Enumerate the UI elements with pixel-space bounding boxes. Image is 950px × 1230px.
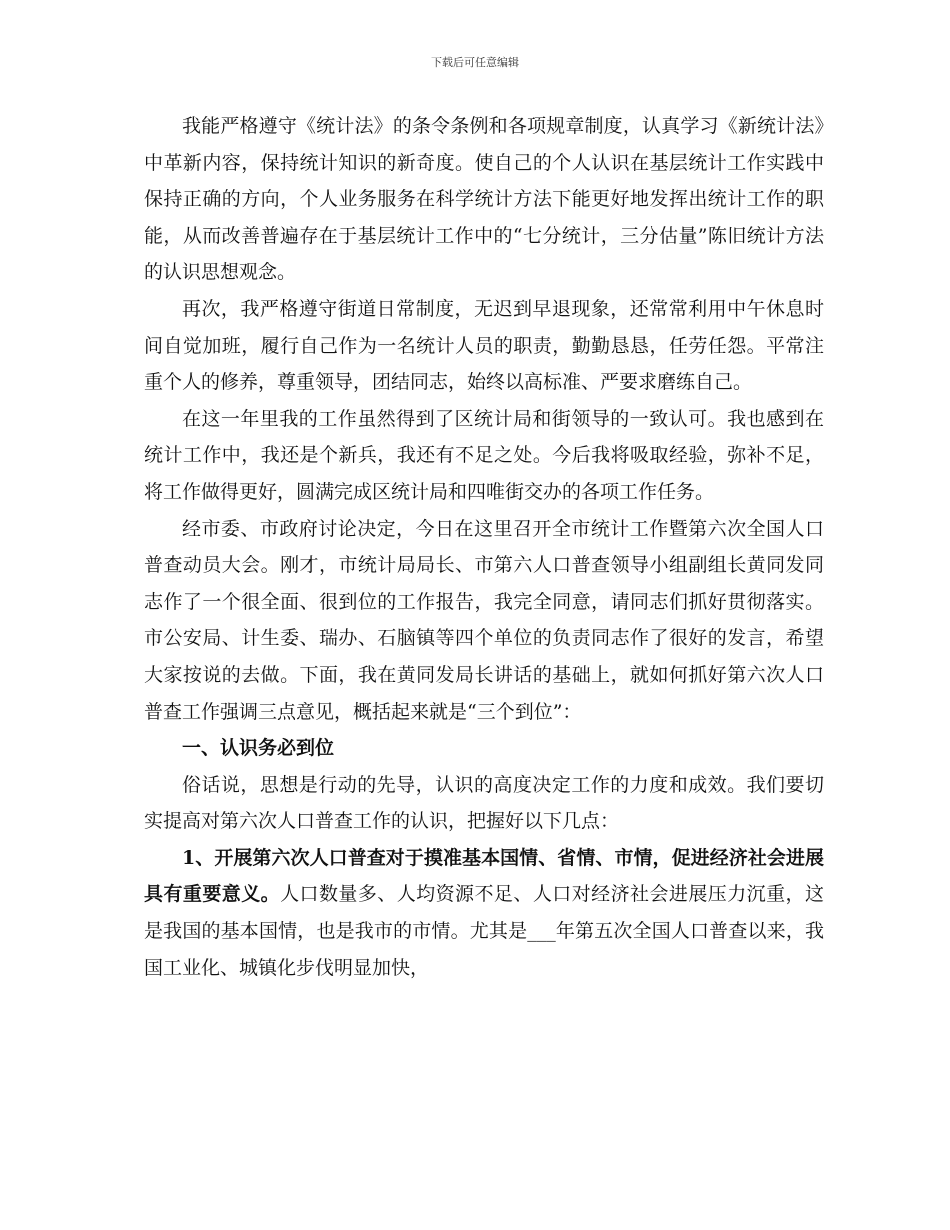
section-intro: 俗话说，思想是行动的先导，认识的高度决定工作的力度和成效。我们要切实提高对第六次人口普查工作的认识，把握好以下几点： xyxy=(144,773,824,833)
paragraph-3: 在这一年里我的工作虽然得到了区统计局和街领导的一致认可。我也感到在统计工作中，我还是个新兵，我还有不足之处。今后我将吸取经验，弥补不足，将工作做得更好，圆满完成区统计局和四唯街交办的各项工作任务。 xyxy=(144,407,824,503)
point-one-text: 人口数量多、人均资源不足、人口对经济社会进展压力沉重，这是我国的基本国情，也是我市的市情。尤其是___年第五次全国人口普查以来，我国工业化、城镇化步伐明显加快， xyxy=(144,883,824,979)
point-one-bold: 1、开展第六次人口普查对于摸准基本国情、省情、市情，促进经济社会进展具有重要意义。 xyxy=(144,846,824,906)
paragraph-2: 再次，我严格遵守街道日常制度，无迟到早退现象，还常常利用中午休息时间自觉加班，履行自己作为一名统计人员的职责，勤勤恳恳，任劳任怨。平常注重个人的修养，尊重领导，团结同志，始终以高标准、严要求磨练自己。 xyxy=(144,297,824,394)
paragraph-4: 经市委、市政府讨论决定，今日在这里召开全市统计工作暨第六次全国人口普查动员大会。刚才，市统计局局长、市第六人口普查领导小组副组长黄同发同志作了一个很全面、很到位的工作报告，我完全同意，请同志们抓好贯彻落实。市公安局、计生委、瑞办、石脑镇等四个单位的负责同志作了很好的发言，希望大家按说的去做。下面，我在黄同发局长讲话的基础上，就如何抓好第六次人口普查工作强调三点意见，概括起来就是“三个到位”： xyxy=(144,517,824,723)
document-body xyxy=(144,108,824,986)
point-one xyxy=(144,840,824,986)
section-heading: 一、认识务必到位 xyxy=(182,737,335,760)
header-note: 下载后可任意编辑 xyxy=(431,56,519,69)
paragraph-1: 我能严格遵守《统计法》的条令条例和各项规章制度，认真学习《新统计法》中革新内容，保持统计知识的新奇度。使自己的个人认识在基层统计工作实践中保持正确的方向，个人业务服务在科学统计方法下能更好地发挥出统计工作的职能，从而改善普遍存在于基层统计工作中的“七分统计，三分估量”陈旧统计方法的认识思想观念。 xyxy=(144,115,824,284)
